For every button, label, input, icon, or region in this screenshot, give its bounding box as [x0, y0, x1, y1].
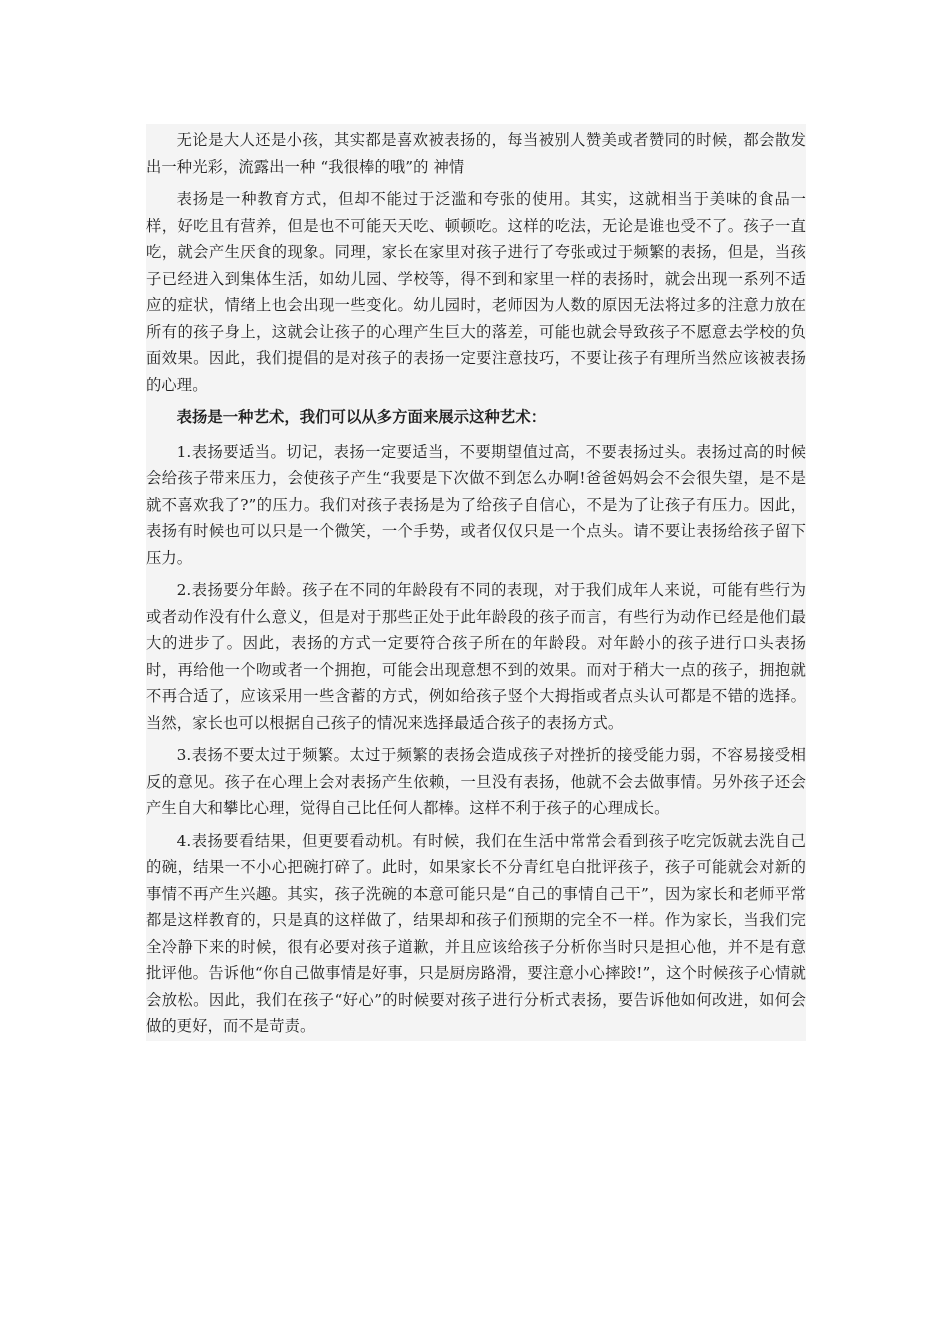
intro-paragraph: 无论是大人还是小孩，其实都是喜欢被表扬的，每当被别人赞美或者赞同的时候，都会散发出一种光彩，流露出一种 “我很棒的哦”的 神情 [146, 131, 806, 176]
point-1-paragraph: 1.表扬要适当。切记，表扬一定要适当，不要期望值过高，不要表扬过头。表扬过高的时候会给孩子带来压力，会使孩子产生“我要是下次做不到怎么办啊!爸爸妈妈会不会很失望，是不是就不喜欢我了?”的压力。我们对孩子表扬是为了给孩子自信心，不是为了让孩子有压力。因此，表扬有时候也可以只是一个微笑，一个手势，或者仅仅只是一个点头。请不要让表扬给孩子留下压力。 [146, 442, 806, 567]
section-heading: 表扬是一种艺术，我们可以从多方面来展示这种艺术： [176, 408, 547, 426]
article-body [146, 124, 806, 1041]
point-4-paragraph: 4.表扬要看结果，但更要看动机。有时候，我们在生活中常常会看到孩子吃完饭就去洗自己的碗，结果一不小心把碗打碎了。此时，如果家长不分青红皂白批评孩子，孩子可能就会对新的事情不再产生兴趣。其实，孩子洗碗的本意可能只是“自己的事情自己干”，因为家长和老师平常都是这样教育的，只是真的这样做了，结果却和孩子们预期的完全不一样。作为家长，当我们完全冷静下来的时候，很有必要对孩子道歉，并且应该给孩子分析你当时只是担心他，并不是有意批评他。告诉他“你自己做事情是好事，只是厨房路滑，要注意小心摔跤!”，这个时候孩子心情就会放松。因此，我们在孩子“好心”的时候要对孩子进行分析式表扬，要告诉他如何改进，如何会做的更好，而不是苛责。 [146, 831, 806, 1035]
point-3-paragraph: 3.表扬不要太过于频繁。太过于频繁的表扬会造成孩子对挫折的接受能力弱，不容易接受相反的意见。孩子在心理上会对表扬产生依赖，一旦没有表扬，他就不会去做事情。另外孩子还会产生自大和攀比心理，觉得自己比任何人都棒。这样不利于孩子的心理成长。 [146, 746, 806, 817]
praise-method-paragraph: 表扬是一种教育方式，但却不能过于泛滥和夸张的使用。其实，这就相当于美味的食品一样，好吃且有营养，但是也不可能天天吃、顿顿吃。这样的吃法，无论是谁也受不了。孩子一直吃，就会产生厌食的现象。同理，家长在家里对孩子进行了夸张或过于频繁的表扬，但是，当孩子已经进入到集体生活，如幼儿园、学校等，得不到和家里一样的表扬时，就会出现一系列不适应的症状，情绪上也会出现一些变化。幼儿园时，老师因为人数的原因无法将过多的注意力放在所有的孩子身上，这就会让孩子的心理产生巨大的落差，可能也就会导致孩子不愿意去学校的负面效果。因此，我们提倡的是对孩子的表扬一定要注意技巧，不要让孩子有理所当然应该被表扬的心理。 [146, 190, 806, 394]
point-2-paragraph: 2.表扬要分年龄。孩子在不同的年龄段有不同的表现，对于我们成年人来说，可能有些行为或者动作没有什么意义，但是对于那些正处于此年龄段的孩子而言，有些行为动作已经是他们最大的进步了。因此，表扬的方式一定要符合孩子所在的年龄段。对年龄小的孩子进行口头表扬时，再给他一个吻或者一个拥抱，可能会出现意想不到的效果。而对于稍大一点的孩子，拥抱就不再合适了，应该采用一些含蓄的方式，例如给孩子竖个大拇指或者点头认可都是不错的选择。当然，家长也可以根据自己孩子的情况来选择最适合孩子的表扬方式。 [146, 581, 806, 732]
